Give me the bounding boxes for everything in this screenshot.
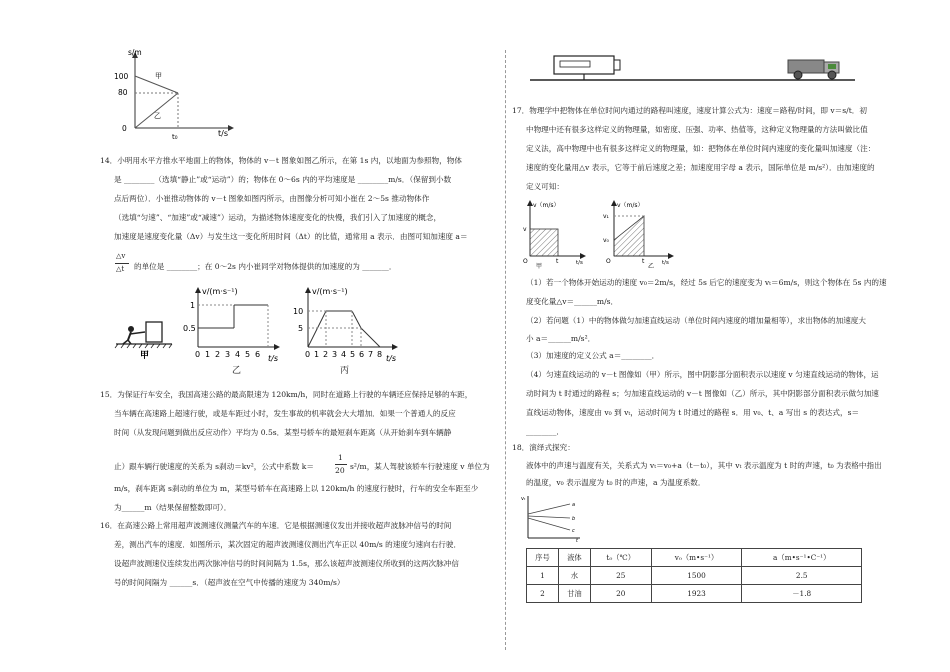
road-scene: [520, 44, 865, 90]
q17-part-1b: 度变化量△v＝______m/s．: [526, 297, 619, 306]
q15-formula-num: 1: [338, 453, 343, 462]
cell: 1500: [651, 567, 742, 585]
cell: 2.5: [742, 567, 862, 585]
q18-line-c: c: [572, 528, 575, 534]
bing-ylabel: v/(m·s⁻¹): [312, 287, 348, 296]
cell: 20: [590, 585, 651, 603]
q17-jia-caption: 甲: [536, 263, 543, 270]
q16-line-2: 差，测出汽车的速度．如图所示，某次固定的超声波测速仪测出汽车正以 40m/s 的速度匀速向右行驶．: [114, 540, 462, 549]
st-xlabel: t/s: [218, 129, 228, 138]
bing-ytick-5: 5: [298, 324, 304, 333]
yi-xtick-0: 0: [195, 350, 201, 359]
st-ytick-100: 100: [114, 72, 129, 81]
q17-jia-t: t: [556, 258, 559, 265]
q17-yi-v0: v₀: [603, 237, 609, 244]
column-divider: [505, 50, 506, 650]
q17-line-2: 中物理中还有很多这样定义的物理量，如密度、压强、功率、热值等，这种定义物理量的方法叫做比值: [526, 125, 868, 134]
q14-frac-den: △t: [116, 265, 125, 273]
q17-yi-xlabel: t/s: [662, 260, 669, 266]
q15-line-4: m/s，刹车距离 s刹动的单位为 m，某型号轿车在高速路上以 120km/h 的速度行驶时，行车的安全车距至少: [114, 484, 479, 493]
st-ytick-80: 80: [118, 88, 128, 97]
q15-formula-pre: 止）跟车辆行驶速度的关系为 s刹动＝kv²，公式中系数 k＝: [114, 462, 314, 471]
q18-line-b: b: [572, 516, 576, 522]
q17-part-4c: 直线运动物体，速度由 v₀ 到 vₜ，运动时间为 t 时通过的路程 s．用 v₀、t、a 写出 s 的表达式，s＝: [526, 408, 860, 417]
yi-xtick-3: 3: [225, 350, 231, 359]
q15-line-2: 当车辆在高速路上超速行驶，或是车距过小时，发生事故的机率就会大大增加．如果一个普通人的反应: [114, 409, 456, 418]
th-v0: v₀（m•s⁻¹）: [651, 549, 742, 567]
q18-line-2: 液体中的声速与温度有关，关系式为 vₜ＝v₀+a（t－t₀），其中 vₜ 表示温度为 t 时的声速，t₀ 为表格中指出: [526, 461, 882, 470]
bing-caption: 丙: [340, 366, 350, 376]
push-figure: [114, 318, 176, 360]
q17-part-1a: （1）若一个物体开始运动的速度 v₀＝2m/s，经过 5s 后它的速度变为 vₜ＝6m/s，则这个物体在 5s 内的速: [526, 278, 887, 287]
cell: 水: [558, 567, 590, 585]
th-a: a（m•s⁻¹•C⁻¹）: [742, 549, 862, 567]
bing-xtick-1: 1: [314, 350, 320, 359]
q14-frac-tail: 的单位是 ________；在 0～2s 内小崔同学对物体提供的加速度的为 _______．: [134, 262, 397, 271]
yi-xtick-5: 5: [245, 350, 251, 359]
q17-yi-origin: O: [606, 258, 611, 265]
th-t0: t₀（℃）: [590, 549, 651, 567]
bing-xlabel: t/s: [386, 354, 396, 362]
st-graph: [110, 48, 240, 140]
bing-xtick-8: 8: [377, 350, 383, 359]
q16-line-4: 号的时间间隔为 ______s．（超声波在空气中传播的速度为 340m/s）: [114, 578, 345, 587]
q17-jia-origin: O: [523, 258, 528, 265]
q18-line-1: 18．演绎式探究：: [512, 443, 575, 452]
cell: 1: [527, 567, 559, 585]
q14-line-2: 是 ________（选填“静止”或“运动”）的；物体在 0～6s 内的平均速度是 ________m/s．（保留到小数: [114, 175, 452, 184]
q15-line-5: 为______m（结果保留整数即可）．: [114, 503, 232, 512]
q16-line-1: 16．在高速公路上常用超声波测速仪测量汽车的车速．它是根据测速仪发出并接收超声波脉冲信号的时间: [100, 521, 452, 530]
q16-line-3: 设超声波测速仪连续发出两次脉冲信号的时间间隔为 1.5s，那么该超声波测速仪所收到的这两次脉冲信: [114, 559, 459, 568]
table-row: [527, 585, 862, 603]
q18-ylabel: vₜ: [521, 496, 526, 502]
bing-xtick-3: 3: [332, 350, 338, 359]
q17-part-4b: 动时间为 t 时通过的路程 s；匀加速直线运动的 v－t 图像如（乙）所示，其中阴影部分面积表示做匀加速: [526, 389, 879, 398]
q17-line-1: 17．物理学中把物体在单位时间内通过的路程叫速度，速度计算公式为：速度＝路程/时间，即 v＝s/t．初: [512, 106, 867, 115]
yi-xtick-1: 1: [205, 350, 211, 359]
bing-xtick-0: 0: [305, 350, 311, 359]
q18-xlabel: t: [576, 538, 578, 542]
bing-xtick-4: 4: [341, 350, 347, 359]
cell: 甘油: [558, 585, 590, 603]
q15-formula-den: 20: [335, 466, 345, 475]
table-row: [527, 567, 862, 585]
yi-ylabel: v/(m·s⁻¹): [202, 287, 238, 296]
q17-yi-ylabel: v（m/s）: [617, 202, 644, 209]
sound-speed-table: [526, 548, 862, 603]
yi-ytick-1: 1: [190, 301, 196, 310]
q14-line-4: （选填“匀速”、“加速”或“减速”）运动，为描述物体速度变化的快慢，我们引入了加速度的概念，: [114, 213, 442, 222]
cell: 25: [590, 567, 651, 585]
st-line-yi: 乙: [154, 112, 161, 120]
bing-xtick-2: 2: [323, 350, 329, 359]
q17-part-2a: （2）若问题（1）中的物体做匀加速直线运动（单位时间内速度的增加量相等），求出物体的加速度大: [526, 316, 866, 325]
vt-graph-yi: [182, 285, 287, 362]
st-ytick-0: 0: [122, 124, 127, 133]
q15-line-3: 时间（从发现问题到做出反应动作）平均为 0.5s．某型号轿车的最短刹车距离（从开始刹车到车辆静: [114, 428, 452, 437]
yi-xtick-4: 4: [235, 350, 241, 359]
q17-jia-xlabel: t/s: [576, 260, 583, 266]
table-header-row: [527, 549, 862, 567]
th-liquid: 液体: [558, 549, 590, 567]
q17-yi-v1: v₁: [603, 213, 609, 220]
cell: 1923: [651, 585, 742, 603]
yi-ytick-05: 0.5: [183, 324, 196, 333]
st-ylabel: s/m: [128, 48, 142, 57]
push-figure-caption: 甲: [140, 351, 150, 360]
q17-part-2b: 小 a＝______m/s²．: [526, 334, 596, 343]
q17-graph-jia: [520, 198, 590, 270]
yi-xtick-2: 2: [215, 350, 221, 359]
bing-xtick-7: 7: [368, 350, 374, 359]
bing-xtick-6: 6: [359, 350, 365, 359]
cell: －1.8: [742, 585, 862, 603]
q14-line-5: 加速度是速度变化量（Δv）与发生这一变化所用时间（Δt）的比值，通常用 a 表示．由图可知加速度 a＝: [114, 232, 468, 241]
vt-graph-bing: [290, 285, 402, 362]
q17-yi-caption: 乙: [648, 263, 655, 270]
cell: 2: [527, 585, 559, 603]
q18-line-3: 的温度，v₀ 表示温度为 t₀ 时的声速，a 为温度系数．: [526, 478, 706, 487]
q17-part-4d: ________．: [526, 427, 564, 436]
q17-graph-yi: [600, 198, 676, 270]
yi-xtick-6: 6: [255, 350, 261, 359]
truck-icon: [788, 60, 839, 79]
st-xtick-t0: t₀: [172, 133, 178, 140]
q14-line-3: 点后两位）．小崔推动物体的 v－t 图象如图丙所示，由图像分析可知小崔在 2～5s 推动物体作: [114, 194, 430, 203]
q14-frac-num: △v: [116, 252, 126, 260]
q14-line-1: 14．小明用水平方推水平地面上的物体，物体的 v－t 图象如图乙所示，在第 1s 内，以地面为参照物，物体: [100, 156, 462, 165]
th-index: 序号: [527, 549, 559, 567]
q17-jia-ylabel: v（m/s）: [533, 202, 560, 209]
q17-yi-t: t: [642, 258, 645, 265]
st-line-jia: 甲: [155, 72, 162, 80]
q18-line-a: a: [572, 502, 576, 508]
bing-xtick-5: 5: [350, 350, 356, 359]
q17-line-5: 定义可知：: [526, 182, 564, 191]
q15-formula-post: s²/m，某人驾驶该轿车行驶速度 v 单位为: [350, 462, 490, 471]
bing-ytick-10: 10: [293, 307, 304, 316]
q15-line-1: 15．为保证行车安全，我国高速公路的最高限速为 120km/h，同时在道路上行驶的车辆还应保持足够的车距，: [100, 390, 473, 399]
q17-line-3: 定义法，高中物理中也有很多这样定义的物理量，如：把物体在单位时间内速度的变化量叫加速度（注：: [526, 144, 876, 153]
q17-line-4: 速度的变化量用△v 表示，它等于前后速度之差；加速度用字母 a 表示，国际单位是 m/s²）．由加速度的: [526, 163, 875, 172]
q17-jia-v: v: [523, 226, 527, 233]
q17-part-4a: （4）匀速直线运动的 v－t 图像如（甲）所示，图中阴影部分面积表示以速度 v 匀速直线运动的物体，运: [526, 370, 879, 379]
yi-caption: 乙: [232, 366, 242, 376]
q18-graph: [520, 492, 584, 542]
yi-xlabel: t/s: [268, 354, 278, 362]
q17-part-3: （3）加速度的定义公式 a＝________．: [526, 351, 660, 360]
